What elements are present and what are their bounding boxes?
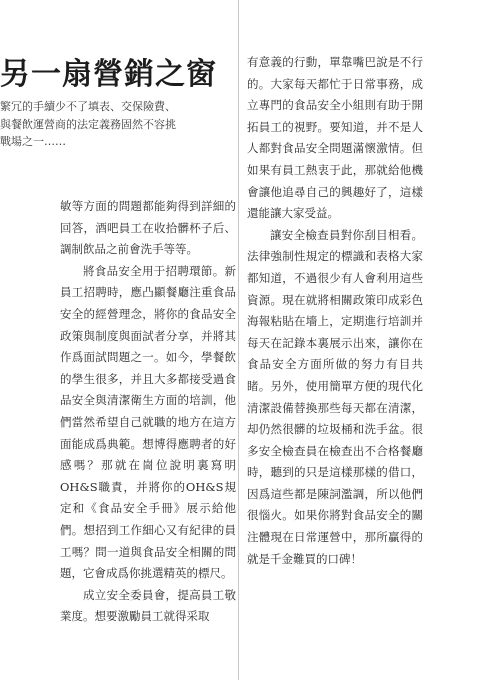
paragraph: 成立安全委員會，提高員工敬業度。想要激勵員工就得采取 [60,587,236,624]
paragraph: 有意義的行動，單靠嘴巴說是不行的。大家每天都忙于日常事務，成立專門的食品安全小組則有助于開拓員工的視野。要知道，并不是人人都對食品安全問題滿懷激情。但如果有員工熱衷于此，那就給他機會讓他追尋自己的興趣好了，這樣還能讓大家受益。 [247,55,423,221]
intro-line: 戰場之一…… [0,135,66,148]
paragraph: 將食品安全用于招聘環節。新員工招聘時，應凸顯餐廳注重食品安全的經營理念，將你的食品安全政策與制度與面試者分享，并將其作爲面試問題之一。如今，學餐飲的學生很多，并且大多都接受過食品安全與清潔衛生方面的培訓，他們當然希望自己就職的地方在這方面能成爲典範。想博得應聘者的好感嗎？那就在崗位說明裏寫明OH&S職責，并將你的OH&S規定和《食品安全手冊》展示給他們。想招到工作細心又有紀律的員工嗎？問一道與食品安全相關的問題，它會成爲你挑選精英的標尺。 [60,263,236,581]
paragraph: 讓安全檢查員對你刮目相看。法律強制性規定的標識和表格大家都知道，不過很少有人會利用這些資源。現在就將相關政策印成彩色海報粘貼在墻上，定期進行培訓并每天在記錄本裏展示出來，讓你在食品安全方面所做的努力有目共睹。另外，使用簡單方便的現代化清潔設備替換那些每天都在清潔，却仍然很髒的垃圾桶和洗手盆。很多安全檢查員在檢查出不合格餐廳時，聽到的只是這樣那樣的借口，因爲這些都是陳詞濫調，所以他們很惱火。如果你將對食品安全的關注體現在日常運營中，那所贏得的就是千金難買的口碑！ [247,227,423,566]
intro-line: 繁冗的手續少不了填表、交保險費、 [0,100,176,113]
intro-line: 與餐飲運營商的法定義務固然不容挑 [0,117,176,131]
paragraph: 敏等方面的問題都能夠得到詳細的回答，酒吧員工在收拾髒杯子后、調制飲品之前會洗手等等。 [60,199,236,257]
article-intro [0,98,232,151]
left-text-column [60,196,236,628]
article-headline: 另一扇營銷之窗 [0,57,217,92]
column-divider [238,0,239,680]
right-text-column [247,52,423,570]
